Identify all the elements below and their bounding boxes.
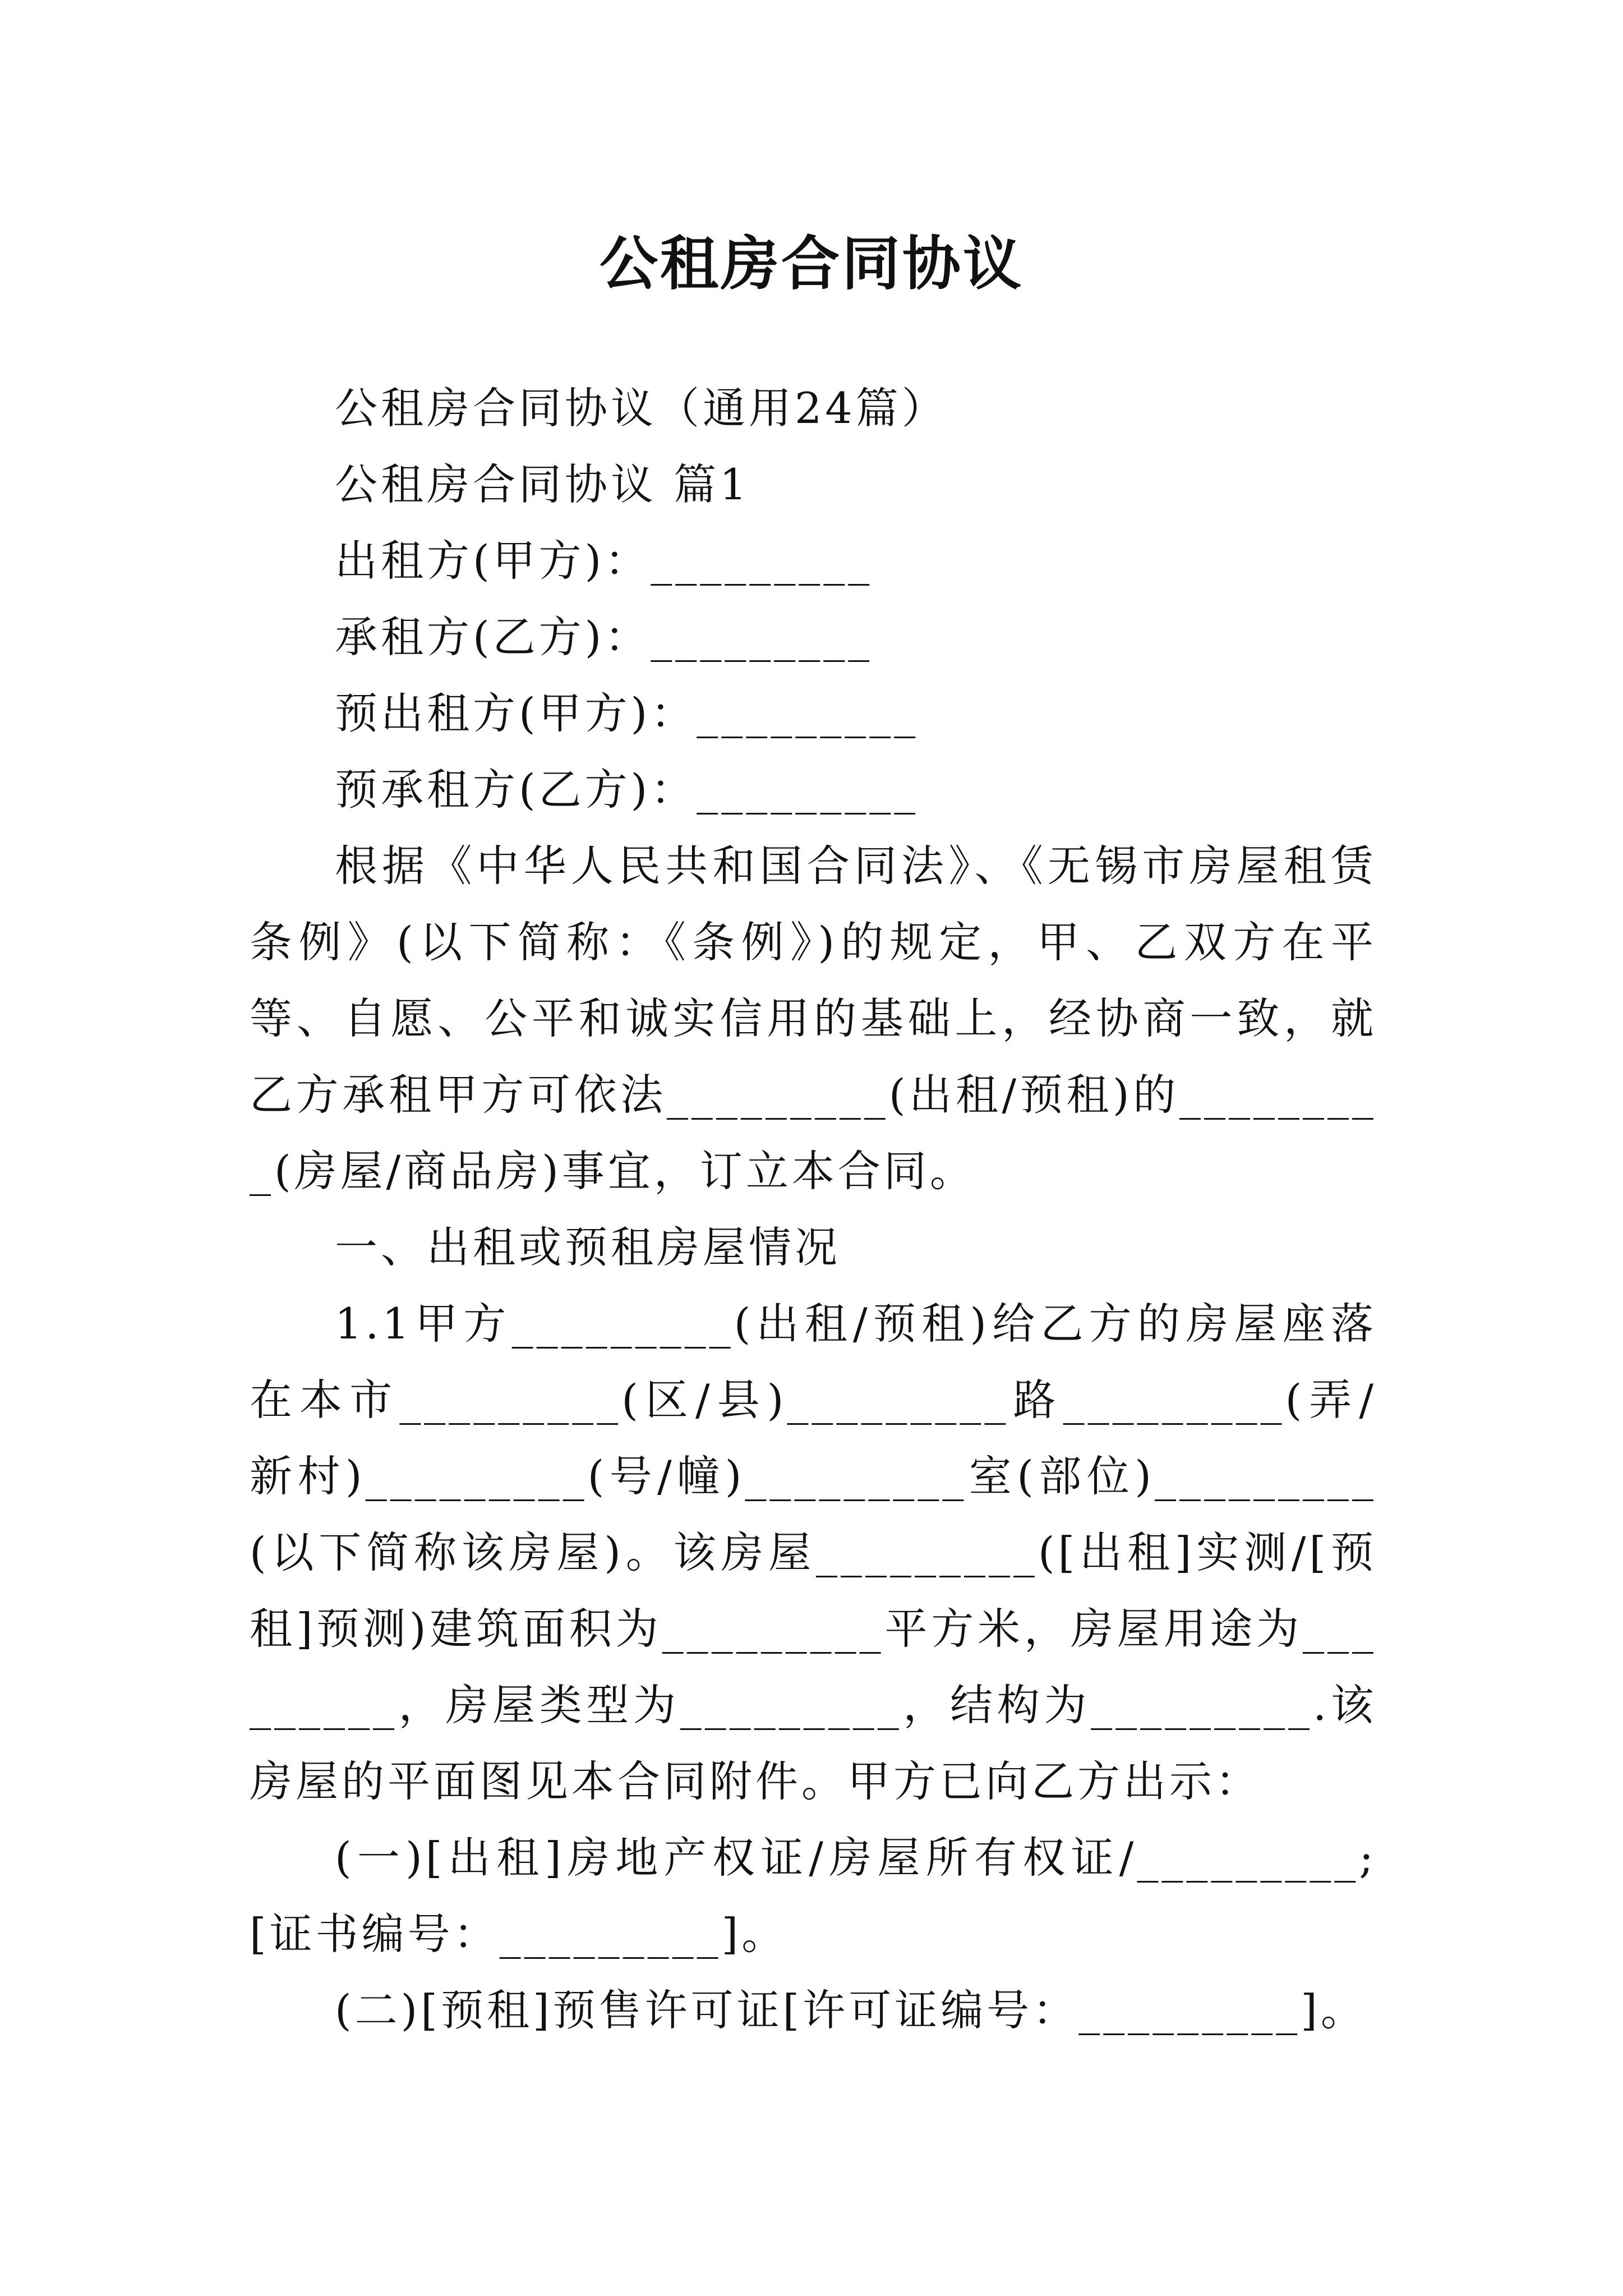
document-body	[250, 370, 1377, 2049]
clause-1-1-item-1: (一)[出租]房地产权证/房屋所有权证/_________;[证书编号：_________]。	[250, 1833, 1377, 1959]
clause-1-1-paragraph: 1.1甲方_________(出租/预租)给乙方的房屋座落在本市_________(区/县)_________路_________(弄/新村)_________(号/幢)_________室(部位)_________(以下简称该房屋)。该房屋_________([出租]实测/[预租]预测)建筑面积为_________平方米，房屋用途为_________，房屋类型为_________，结构为_________.该房屋的平面图见本合同附件。甲方已向乙方出示：	[250, 1299, 1377, 1806]
article-1-heading: 一、出租或预租房屋情况	[335, 1222, 841, 1272]
document-title: 公租房合同协议	[599, 228, 1023, 298]
pre-lessee-field: 预承租方(乙方)：_________	[335, 765, 919, 815]
subtitle-paragraph: 公租房合同协议（通用24篇）	[335, 383, 948, 433]
preamble-paragraph: 根据《中华人民共和国合同法》、《无锡市房屋租赁条例》(以下简称：《条例》)的规定，甲、乙双方在平等、自愿、公平和诚实信用的基础上，经协商一致，就乙方承租甲方可依法_________(出租/预租)的_________(房屋/商品房)事宜，订立本合同。	[250, 841, 1377, 1196]
party-b-field: 承租方(乙方)：_________	[335, 612, 873, 662]
section-heading-1: 公租房合同协议 篇1	[335, 459, 750, 509]
pre-lessor-field: 预出租方(甲方)：_________	[335, 688, 919, 738]
clause-1-1-item-2: (二)[预租]预售许可证[许可证编号：_________]。	[335, 1985, 1367, 2035]
party-a-field: 出租方(甲方)：_________	[335, 536, 873, 586]
